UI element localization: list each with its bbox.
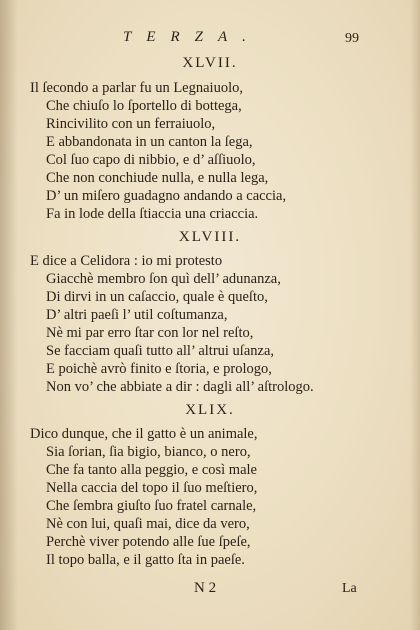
verse-line: Col ſuo capo di nibbio, e d’ aſſiuolo, bbox=[46, 152, 256, 168]
verse-line: E poichè avrò finito e ſtoria, e prologo, bbox=[46, 361, 272, 377]
verse-line: E abbandonata in un canton la ſega, bbox=[46, 134, 253, 150]
page-footer bbox=[0, 580, 420, 602]
verse-line: Perchè viver potendo alle ſue ſpeſe, bbox=[46, 534, 251, 550]
verse-line: Nè con lui, quaſi mai, dice da vero, bbox=[46, 516, 250, 532]
verse-line: Nella caccia del topo il ſuo meſtiero, bbox=[46, 480, 258, 496]
verse-line: Non vo’ che abbiate a dir : dagli all’ aſtrologo. bbox=[46, 379, 314, 395]
verse-line: Il ſecondo a parlar fu un Legnaiuolo, bbox=[30, 80, 243, 96]
stanza-heading: XLVII. bbox=[182, 55, 238, 71]
stanza-heading: XLVIII. bbox=[178, 229, 242, 245]
verse-line: E dice a Celidora : io mi protesto bbox=[30, 253, 223, 269]
verse-line: Fa in lode della ſtiaccia una criaccia. bbox=[46, 206, 259, 222]
verse-line: Sia ſorian, ſia bigio, bianco, o nero, bbox=[46, 444, 251, 460]
verse-line: Che ſembra giuſto ſuo fratel carnale, bbox=[46, 498, 257, 514]
verse-line: Il topo balla, e il gatto ſta in paeſe. bbox=[46, 552, 245, 568]
verse-line: Giacchè membro ſon quì dell’ adunanza, bbox=[46, 271, 281, 287]
verse-line: Che fa tanto alla peggio, e così male bbox=[46, 462, 257, 478]
verse-line: Rincivilito con un ferraiuolo, bbox=[46, 116, 216, 132]
page-edge-shadow bbox=[410, 0, 420, 630]
verse-line: Dico dunque, che il gatto è un animale, bbox=[30, 426, 258, 442]
verse-line: D’ un miſero guadagno andando a caccia, bbox=[46, 188, 287, 204]
running-head bbox=[0, 29, 420, 49]
verse-line: Nè mi par erro ſtar con lor nel reſto, bbox=[46, 325, 254, 341]
verse-line: Che non conchiude nulla, e nulla lega, bbox=[46, 170, 269, 186]
verse-line: Se facciam quaſi tutto all’ altrui uſanza, bbox=[46, 343, 275, 359]
verse-line: Che chiuſo lo ſportello di bottega, bbox=[46, 98, 242, 114]
verse-line: D’ altri paeſi l’ util coſtumanza, bbox=[46, 307, 228, 323]
signature-mark: N 2 bbox=[194, 580, 217, 596]
page-number: 99 bbox=[345, 31, 359, 46]
stanza-heading: XLIX. bbox=[185, 402, 235, 418]
verse-line: Di dirvi in un caſaccio, quale è queſto, bbox=[46, 289, 268, 305]
running-title: TERZA. bbox=[123, 29, 261, 45]
catchword: La bbox=[342, 581, 357, 596]
page-gutter-shadow bbox=[0, 0, 18, 630]
